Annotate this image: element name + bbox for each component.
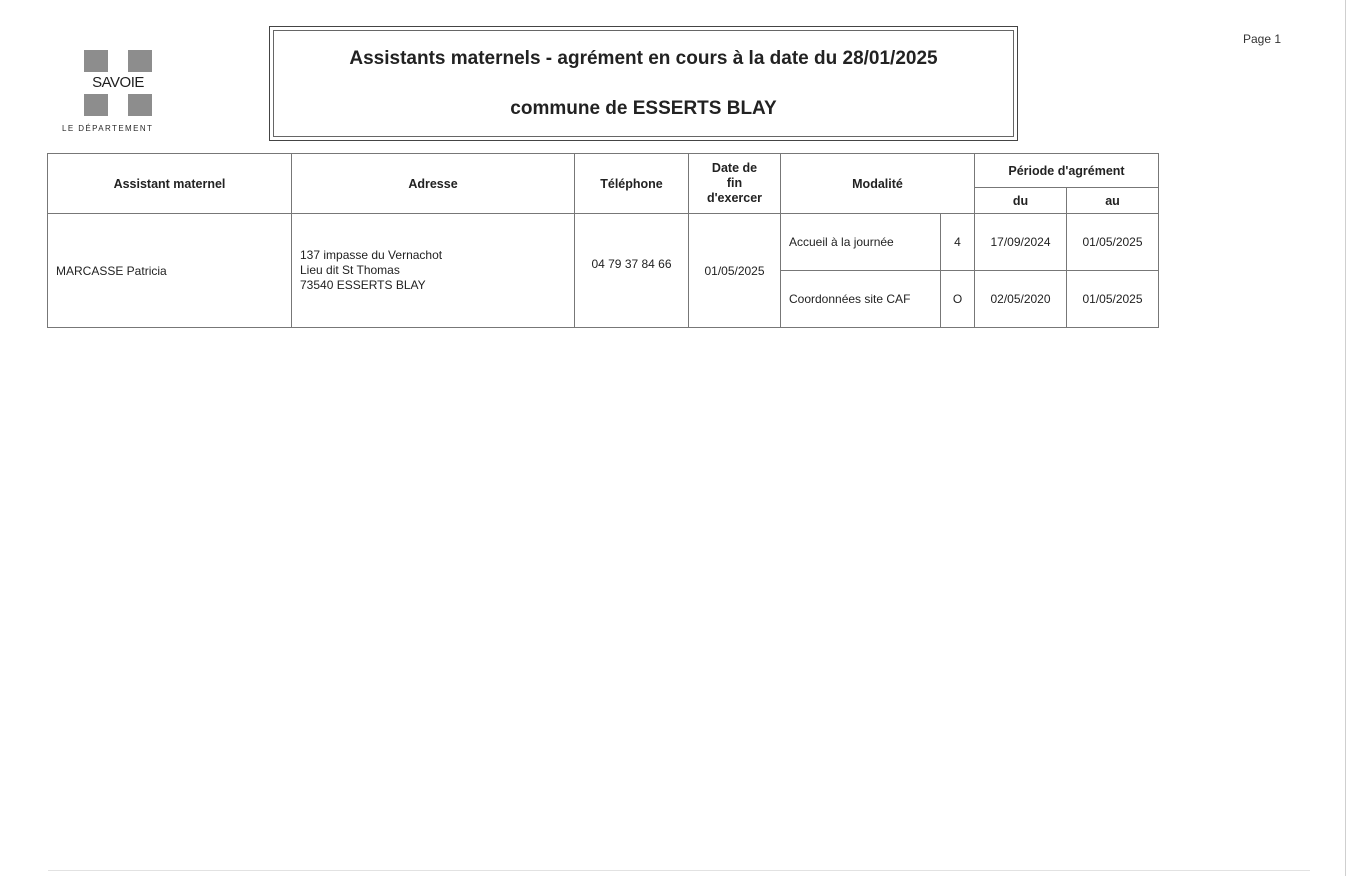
logo-square: [128, 50, 152, 72]
table-row: [48, 214, 1159, 271]
periode-du: 17/09/2024: [975, 214, 1067, 271]
assistant-address: [292, 214, 575, 328]
header-periode: Période d'agrément: [975, 154, 1159, 188]
header-modalite: Modalité: [781, 154, 975, 214]
address-line: Lieu dit St Thomas: [300, 263, 400, 277]
modalite-label: Accueil à la journée: [781, 214, 941, 271]
date-fin-exercer: 01/05/2025: [689, 214, 781, 328]
address-line: 73540 ESSERTS BLAY: [300, 278, 426, 292]
logo-name: SAVOIE: [78, 74, 158, 92]
document-title: Assistants maternels - agrément en cours à la date du 28/01/2025: [349, 48, 938, 69]
header-date-fin: Date de fin d'exercer: [689, 154, 781, 214]
logo-square: [84, 94, 108, 116]
title-box: [269, 26, 1018, 141]
header-telephone: Téléphone: [575, 154, 689, 214]
title-box-inner-border: [273, 30, 1014, 137]
periode-au: 01/05/2025: [1067, 214, 1159, 271]
header-au: au: [1067, 188, 1159, 214]
commune-title: commune de ESSERTS BLAY: [510, 98, 777, 119]
modalite-count: O: [941, 271, 975, 328]
header-adresse: Adresse: [292, 154, 575, 214]
periode-du: 02/05/2020: [975, 271, 1067, 328]
agrement-table: [47, 153, 1159, 328]
logo-square: [128, 94, 152, 116]
logo-subtitle: LE DÉPARTEMENT: [62, 124, 154, 133]
savoie-logo: [62, 48, 177, 138]
address-line: 137 impasse du Vernachot: [300, 248, 443, 262]
modalite-label: Coordonnées site CAF: [781, 271, 941, 328]
header-assistant: Assistant maternel: [48, 154, 292, 214]
assistant-name: MARCASSE Patricia: [48, 214, 292, 328]
assistant-phone: 04 79 37 84 66: [575, 214, 689, 328]
page-bottom-rule: [48, 870, 1310, 871]
page-right-edge: [1345, 0, 1346, 876]
page-number: Page 1: [1243, 32, 1282, 46]
modalite-count: 4: [941, 214, 975, 271]
periode-au: 01/05/2025: [1067, 271, 1159, 328]
logo-square: [84, 50, 108, 72]
header-du: du: [975, 188, 1067, 214]
